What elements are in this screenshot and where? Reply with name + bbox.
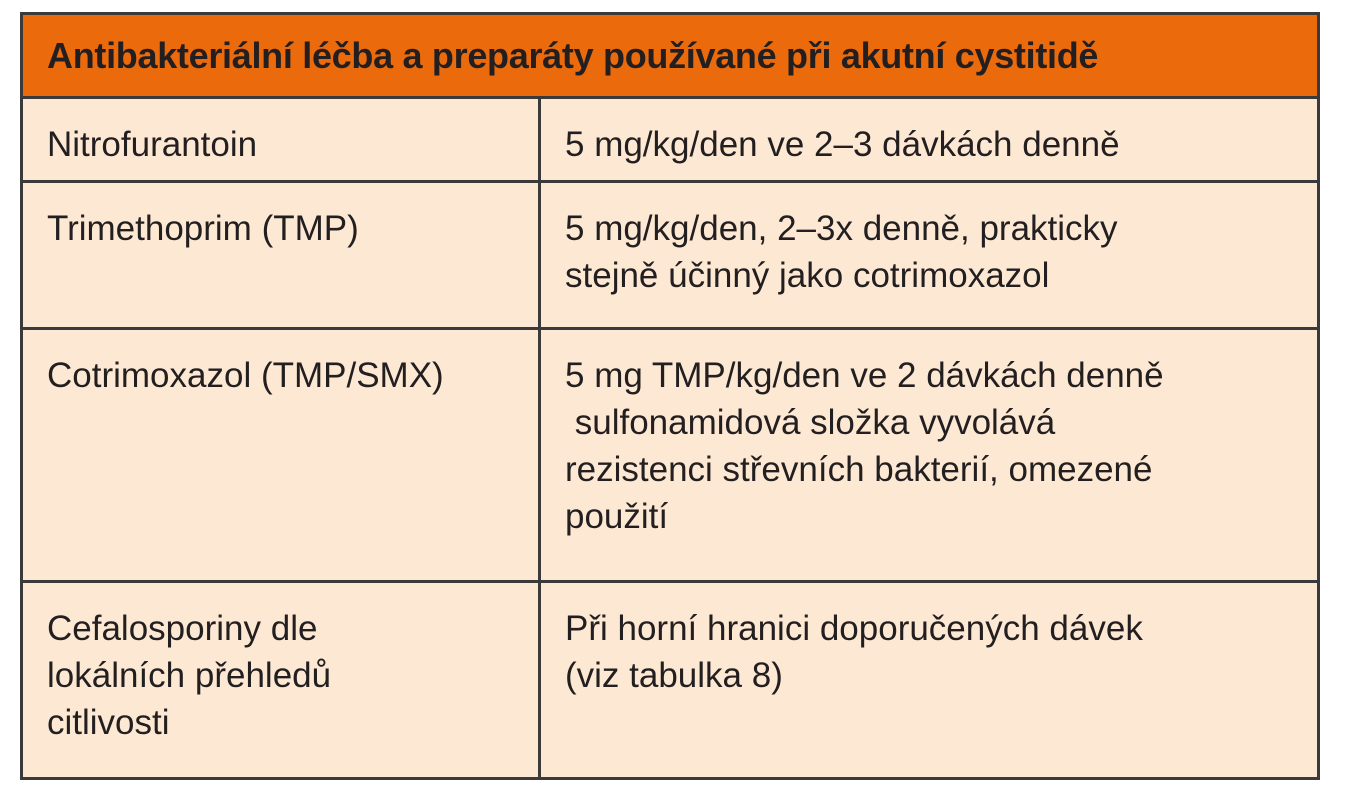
table-header [23, 15, 1317, 99]
table-row [23, 183, 1317, 330]
dosage-line: 5 mg TMP/kg/den ve 2 dávkách denně [565, 356, 1164, 395]
dosage-cell [541, 583, 1317, 777]
drug-name-line: Trimethoprim (TMP) [47, 209, 359, 248]
dosage-line: Při horní hranici doporučených dávek [565, 609, 1143, 648]
drug-name-line: Cefalosporiny dle [47, 609, 318, 648]
dosage-line: sulfonamidová složka vyvolává [565, 403, 1056, 442]
dosage-table [20, 12, 1320, 780]
table-row [23, 330, 1317, 583]
dosage-cell [541, 183, 1317, 327]
drug-name-line: lokálních přehledů [47, 656, 332, 695]
dosage-cell [541, 99, 1317, 180]
dosage-line: rezistenci střevních bakterií, omezené [565, 450, 1153, 489]
drug-name-cell [23, 583, 541, 777]
dosage-line: (viz tabulka 8) [565, 656, 783, 695]
dosage-line: použití [565, 497, 669, 536]
dosage-line: 5 mg/kg/den ve 2–3 dávkách denně [565, 125, 1120, 164]
drug-name-line: citlivosti [47, 703, 170, 742]
dosage-line: 5 mg/kg/den, 2–3x denně, prakticky [565, 209, 1118, 248]
drug-name-cell [23, 99, 541, 180]
dosage-line: stejně účinný jako cotrimoxazol [565, 256, 1050, 295]
table-title: Antibakteriální léčba a preparáty používané při akutní cystitidě [47, 34, 1099, 76]
table-row [23, 583, 1317, 777]
drug-name-line: Nitrofurantoin [47, 125, 258, 164]
drug-name-line: Cotrimoxazol (TMP/SMX) [47, 356, 444, 395]
drug-name-cell [23, 330, 541, 580]
dosage-cell [541, 330, 1317, 580]
drug-name-cell [23, 183, 541, 327]
table-row [23, 99, 1317, 183]
